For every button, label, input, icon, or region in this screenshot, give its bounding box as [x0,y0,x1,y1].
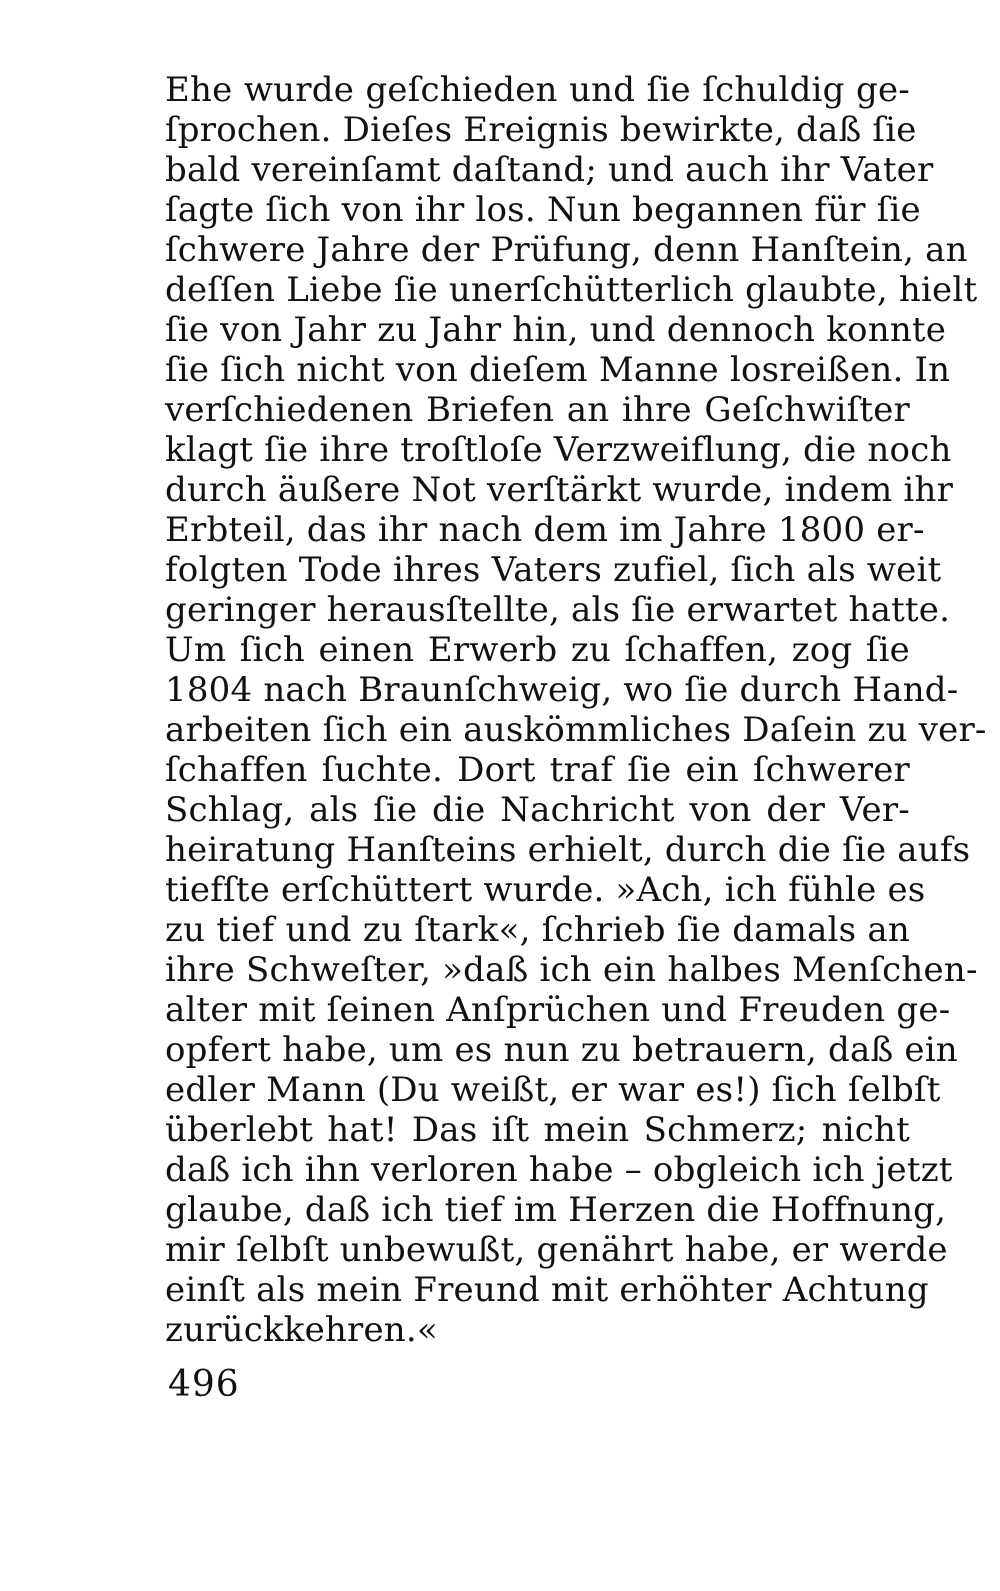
text-line: ſie ſich nicht von dieſem Manne losreißen. In [165,350,951,390]
text-line: deſſen Liebe ſie unerſchütterlich glaubte, hielt [165,270,978,310]
text-line: zurückkehren.« [165,1310,438,1350]
page-number: 496 [168,1364,240,1405]
text-line: tiefſte erſchüttert wurde. »Ach, ich fühle es [165,870,926,910]
text-line: ſie von Jahr zu Jahr hin, und dennoch konnte [165,310,947,350]
text-line: einſt als mein Freund mit erhöhter Achtung [165,1270,929,1310]
text-line: mir ſelbſt unbewußt, genährt habe, er werde [165,1230,948,1270]
text-line: bald vereinſamt daſtand; und auch ihr Vater [165,150,934,190]
text-line: 1804 nach Braunſchweig, wo ſie durch Hand- [165,670,959,710]
text-line: ſchwere Jahre der Prüfung, denn Hanſtein, an [165,230,968,270]
text-line: alter mit ſeinen Anſprüchen und Freuden ge- [165,990,951,1030]
text-line: ſprochen. Dieſes Ereignis bewirkte, daß ſie [165,110,917,150]
text-line: ihre Schweſter, »daß ich ein halbes Menſchen- [165,950,978,990]
text-line: zu tief und zu ſtark«, ſchrieb ſie damals an [165,910,910,950]
text-line: ſchaffen ſuchte. Dort traf ſie ein ſchwerer [165,750,910,790]
text-line: geringer herausſtellte, als ſie erwartet hatte. [165,590,951,630]
text-line: folgten Tode ihres Vaters zufiel, ſich als weit [165,550,942,590]
text-line: glaube, daß ich tief im Herzen die Hoffnung, [165,1190,947,1230]
text-line: edler Mann (Du weißt, er war es!) ſich ſelbſt [165,1070,941,1110]
text-line: ſagte ſich von ihr los. Nun begannen für ſie [165,190,921,230]
text-line: Um ſich einen Erwerb zu ſchaffen, zog ſie [165,630,910,670]
text-line: heiratung Hanſteins erhielt, durch die ſie aufs [165,830,971,870]
text-line: durch äußere Not verſtärkt wurde, indem ihr [165,470,954,510]
text-line: arbeiten ſich ein auskömmliches Daſein zu ver- [165,710,987,750]
body-text [165,70,987,1350]
text-line: Ehe wurde geſchieden und ſie ſchuldig ge- [165,70,910,110]
text-line: überlebt hat! Das iſt mein Schmerz; nicht [165,1110,910,1150]
text-line: Erbteil, das ihr nach dem im Jahre 1800 er- [165,510,925,550]
text-line: Schlag, als ſie die Nachricht von der Ver- [165,790,910,830]
text-line: verſchiedenen Briefen an ihre Geſchwiſter [165,390,910,430]
text-line: daß ich ihn verloren habe – obgleich ich jetzt [165,1150,953,1190]
text-line: opfert habe, um es nun zu betrauern, daß ein [165,1030,958,1070]
text-line: klagt ſie ihre troſtloſe Verzweiflung, die noch [165,430,952,470]
